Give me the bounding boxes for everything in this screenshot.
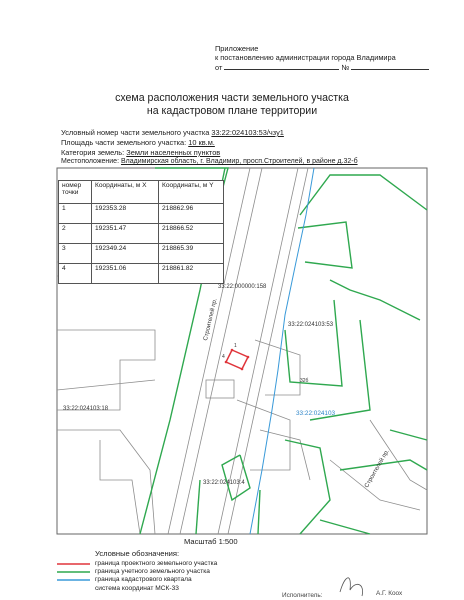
table-row	[59, 204, 224, 224]
label-street-1: Строителей пр.	[203, 298, 219, 342]
label-building: 32б	[300, 378, 309, 384]
table-row	[59, 264, 224, 284]
from-label: от	[215, 62, 223, 72]
cell-point: 2	[59, 224, 92, 244]
cell-x: 192351.06	[92, 264, 159, 284]
field-label: Местоположение:	[61, 158, 120, 165]
cell-y: 218865.39	[159, 244, 224, 264]
signature-name: А.Г. Коох	[376, 590, 403, 597]
field-label: Условный номер части земельного участка	[61, 128, 210, 137]
header-point-number: номер точки	[59, 181, 92, 204]
point-marker	[225, 361, 228, 364]
legend-item-registered: граница учетного земельного участка	[95, 568, 210, 575]
title-line2: на кадастровом плане территории	[146, 105, 318, 117]
field-value: Земли населенных пунктов	[126, 148, 221, 157]
cell-x: 192353.28	[92, 204, 159, 224]
legend-item-quarter: граница кадастрового квартала	[95, 576, 192, 583]
field-value: 10 кв.м.	[188, 138, 215, 147]
cell-point: 1	[59, 204, 92, 224]
label-parcel-18: 33:22:024103:18	[63, 406, 109, 412]
cell-y: 218861.82	[159, 264, 224, 284]
map-scale: Масштаб 1:500	[184, 537, 238, 546]
cell-point: 3	[59, 244, 92, 264]
appendix-line2: к постановлению администрации города Владимира	[215, 53, 396, 63]
coordinates-table	[58, 180, 224, 284]
legend-title: Условные обозначения:	[95, 549, 180, 558]
table-row	[59, 224, 224, 244]
cell-x: 192351.47	[92, 224, 159, 244]
quarter-boundary	[250, 168, 314, 534]
header-coord-y: Координаты, м Y	[159, 181, 224, 204]
label-parcel-4: 33:22:024103:4	[203, 480, 245, 486]
cell-y: 218866.52	[159, 224, 224, 244]
signature-label: Исполнитель:	[282, 592, 323, 599]
field-label: Площадь части земельного участка:	[61, 138, 187, 147]
label-point-1: 1	[234, 343, 237, 349]
table-row	[59, 244, 224, 264]
label-parcel-158: 33:22:000000:158	[218, 284, 267, 290]
cell-y: 218862.96	[159, 204, 224, 224]
field-value: 33:22:024103:53/чзу1	[211, 128, 284, 137]
label-parcel-53: 33:22:024103:53	[288, 322, 334, 328]
field-label: Категория земель:	[61, 148, 125, 157]
appendix-line1: Приложение	[215, 44, 259, 53]
cell-point: 4	[59, 264, 92, 284]
label-street-2: Строителей пр.	[364, 448, 391, 489]
point-marker	[231, 349, 234, 352]
title-line1: схема расположения части земельного участка	[115, 92, 349, 104]
point-marker	[241, 368, 244, 371]
signature-mark	[340, 578, 363, 596]
table-header-row	[59, 181, 224, 204]
header-coord-x: Координаты, м X	[92, 181, 159, 204]
legend-item-coord-system: система координат МСК-33	[95, 585, 179, 592]
label-point-4: 4	[222, 354, 225, 360]
label-quarter: 33:22:024103	[296, 410, 336, 417]
number-label: №	[341, 62, 350, 72]
project-parcel	[226, 350, 248, 369]
field-value: Владимирская область, г. Владимир, просп.Строителей, в районе д.32-б	[120, 158, 358, 165]
legend-item-project: граница проектного земельного участка	[95, 560, 218, 567]
cell-x: 192349.24	[92, 244, 159, 264]
point-marker	[247, 356, 250, 359]
